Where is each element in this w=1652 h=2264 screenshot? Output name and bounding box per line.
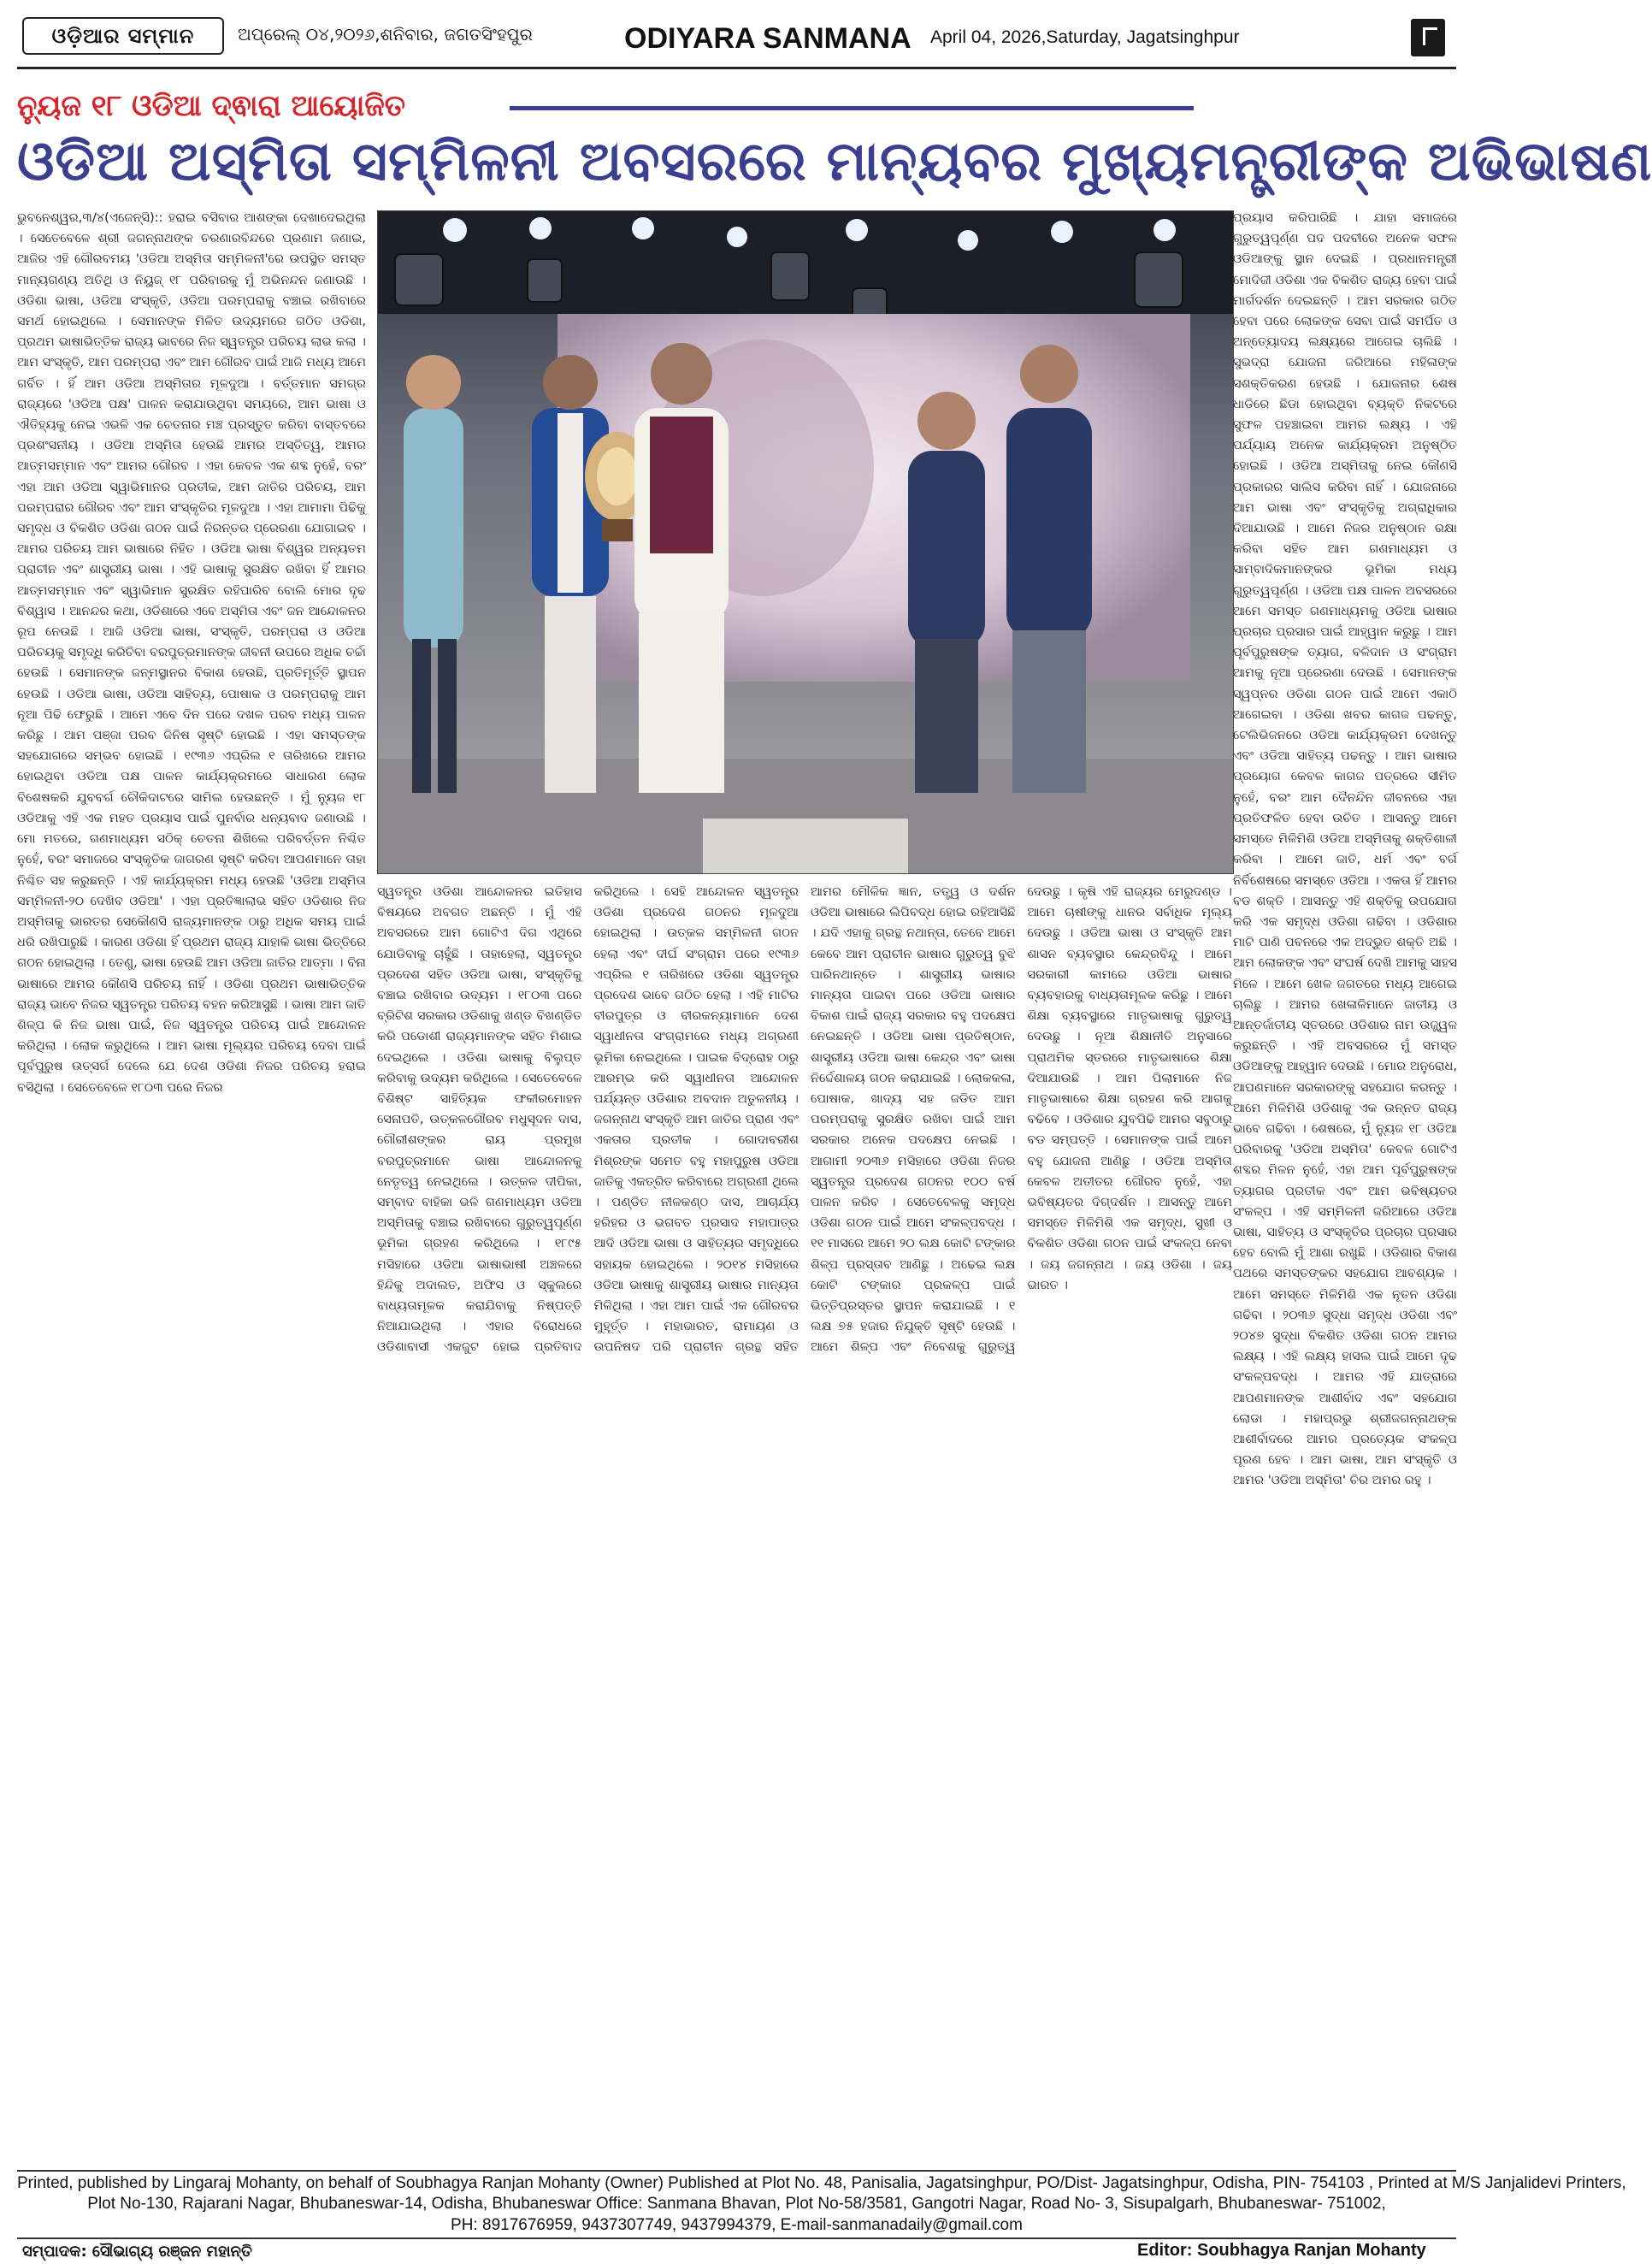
article-column-5: ପ୍ରୟାସ କରିପାରିଛି । ଯାହା ସମାଜରେ ଗୁରୁତ୍ୱପୂର୍ଣ୍ଣ ପଦ ପଦବୀରେ ଅନେକ ସଫଳ ଓଡିଆଙ୍କୁ ସ୍ଥାନ ଦେଇଛି । ପ୍ରଧାନମନ୍ତ୍ରୀ ମୋଦିଜୀ ଓଡିଶା ଏକ ବିକଶିତ ରାଜ୍ୟ ହେବା ପାଇଁ ମାର୍ଗଦର୍ଶନ ଦେଇଛନ୍ତି । ଆମ ସରକାର ଗଠିତ ହେବା ପରେ ଲୋକଙ୍କ ସେବା ପାଇଁ ସମର୍ପିତ ଓ ଅନ୍ତ୍ୟୋଦୟ ଲକ୍ଷ୍ୟରେ ଆଗେଇ ଚାଲିଛି । ସୁଭଦ୍ରା ଯୋଜନା ଜରିଆରେ ମହିଳାଙ୍କ ସଶକ୍ତିକରଣ ହେଉଛି । ଯୋଜନାର ଶେଷ ଧାଡିରେ ଛିଡା ହୋଇଥିବା ବ୍ୟକ୍ତି ନିକଟରେ ସୁଫଳ ପହଞ୍ଚାଇବା ଆମର ଲକ୍ଷ୍ୟ । ଏହି ପର୍ଯ୍ୟାୟ ଅନେକ କାର୍ଯ୍ୟକ୍ରମ ଅନୁଷ୍ଠିତ ହୋଇଛି । ଓଡିଆ ଅସ୍ମିତାକୁ ନେଇ କୌଣସି ପ୍ରକାରର ସାଲିସ କରିବା ନାହିଁ । ଯୋଜନାରେ ଆମ ଭାଷା ଏବଂ ସଂସ୍କୃତିକୁ ଅଗ୍ରାଧିକାର ଦିଆଯାଉଛି । ଆମେ ନିଜର ଅନୁଷ୍ଠାନ ରକ୍ଷା କରିବା ସହିତ ଆମ ଗଣମାଧ୍ୟମ ଓ ସାମ୍ବାଦିକମାନଙ୍କର ଭୂମିକା ମଧ୍ୟ ଗୁରୁତ୍ୱପୂର୍ଣ୍ଣ । ଓଡିଆ ପକ୍ଷ ପାଳନ ଅବସରରେ ଆମେ ସମସ୍ତ ଗଣମାଧ୍ୟମକୁ ଓଡିଆ ଭାଷାର ପ୍ରଚାର ପ୍ରସାର ପାଇଁ ଆହ୍ୱାନ କରୁଛୁ । ଆମ ପୂର୍ବପୁରୁଷଙ୍କ ତ୍ୟାଗ, ବଳିଦାନ ଓ ସଂଗ୍ରାମ ଆମକୁ ନୂଆ ପ୍ରେରଣା ଦେଉଛି । ସେମାନଙ୍କ ସ୍ୱପ୍ନର ଓଡିଶା ଗଠନ ପାଇଁ ଆମେ ଏକାଠି ଆଗେଇବା । ଓଡିଶା ଖବର କାଗଜ ପଢନ୍ତୁ, ଟେଲିଭିଜନରେ ଓଡିଆ କାର୍ଯ୍ୟକ୍ରମ ଦେଖନ୍ତୁ ଏବଂ ଓଡିଆ ସାହିତ୍ୟ ପଢନ୍ତୁ । ଆମ ଭାଷାର ପ୍ରୟୋଗ କେବଳ କାଗଜ ପତ୍ରରେ ସୀମିତ ନୁହେଁ, ବରଂ ଆମ ଦୈନନ୍ଦିନ ଜୀବନରେ ଏହା ପ୍ରତିଫଳିତ ହେବା ଉଚିତ । ଆସନ୍ତୁ ଆମେ ସମସ୍ତେ ମିଳିମିଶି ଓଡିଆ ଅସ୍ମିତାକୁ ଶକ୍ତିଶାଳୀ କରିବା । ଆମେ ଜାତି, ଧର୍ମ ଏବଂ ବର୍ଗ ନିର୍ବିଶେଷରେ ସମସ୍ତେ ଓଡିଆ । ଏକତା ହିଁ ଆମର ବଡ ଶକ୍ତି । ଆସନ୍ତୁ ଏହି ଶକ୍ତିକୁ ଉପଯୋଗ କରି ଏକ ସମୃଦ୍ଧ ଓଡିଶା ଗଢିବା । ଓଡିଶାର ମାଟି ପାଣି ପବନରେ ଏକ ଅଦ୍ଭୁତ ଶକ୍ତି ଅଛି । ଆମ ଲୋକଙ୍କ ଏବଂ ସଂଘର୍ଷ ଦେଖି ଆମକୁ ସାହସ ମିଳେ । ଆମେ ଖେଳ ଜଗତରେ ମଧ୍ୟ ଆଗେଇ ଚାଲିଛୁ । ଆମର ଖେଳାଳିମାନେ ଜାତୀୟ ଓ ଆନ୍ତର୍ଜାତୀୟ ସ୍ତରରେ ଓଡିଶାର ନାମ ଉଜ୍ଜ୍ୱଳ କରୁଛନ୍ତି । ଏହି ଅବସରରେ ମୁଁ ସମସ୍ତ ଓଡିଆଙ୍କୁ ଆହ୍ୱାନ ଦେଉଛି । ମୋର ଅନୁରୋଧ, ଆପଣମାନେ ସରକାରଙ୍କୁ ସହଯୋଗ କରନ୍ତୁ । ଆମେ ମିଳିମିଶି ଓଡିଶାକୁ ଏକ ଉନ୍ନତ ରାଜ୍ୟ ଭାବେ ଗଢିବା । ଶେଷରେ, ମୁଁ ନ୍ୟୁଜ ୧୮ ଓଡିଆ ପରିବାରକୁ 'ଓଡିଆ ଅସ୍ମିତା' କେବଳ ଗୋଟିଏ ଶବ୍ଦର ମିଳନ ନୁହେଁ, ଏହା ଆମ ପୂର୍ବପୁରୁଷଙ୍କ ତ୍ୟାଗର ପ୍ରତୀକ ଏବଂ ଆମ ଭବିଷ୍ୟତର ସଂକଳ୍ପ । ଏହି ସମ୍ମିଳନୀ ଜରିଆରେ ଓଡିଆ ଭାଷା, ସାହିତ୍ୟ ଓ ସଂସ୍କୃତିର ପ୍ରଚାର ପ୍ରସାର ହେବ ବୋଲି ମୁଁ ଆଶା ରଖୁଛି । ଓଡିଶାର ବିକାଶ ପଥରେ ସମସ୍ତଙ୍କର ସହଯୋଗ ଆବଶ୍ୟକ । ଆମେ ସମସ୍ତେ ମିଳିମିଶି ଏକ ନୂତନ ଓଡିଶା ଗଢିବା । ୨୦୩୬ ସୁଦ୍ଧା ସମୃଦ୍ଧ ଓଡିଶା ଏବଂ ୨୦୪୭ ସୁଦ୍ଧା ବିକଶିତ ଓଡିଶା ଗଠନ ଆମର ଲକ୍ଷ୍ୟ । ଏହି ଲକ୍ଷ୍ୟ ହାସଲ ପାଇଁ ଆମେ ଦୃଢ ସଂକଳ୍ପବଦ୍ଧ । ଆମର ଏହି ଯାତ୍ରାରେ ଆପଣମାନଙ୍କ ଆଶୀର୍ବାଦ ଏବଂ ସହଯୋଗ ଲୋଡା । ମହାପ୍ରଭୁ ଶ୍ରୀଜଗନ୍ନାଥଙ୍କ ଆଶୀର୍ବାଦରେ ଆମର ପ୍ରତ୍ୟେକ ସଂକଳ୍ପ ପୂରଣ ହେବ । ଆମ ଭାଷା, ଆମ ସଂସ୍କୃତି ଓ ଆମର 'ଓଡିଆ ଅସ୍ମିତା' ଚିର ଅମର ରହୁ । xyxy=(1233,210,1457,1488)
page-corner-icon xyxy=(1411,19,1445,56)
masthead-paper-name: ODIYARA SANMANA xyxy=(624,22,912,55)
masthead-logo: ଓଡ଼ିଆର ସମ୍ମାନ xyxy=(22,17,224,55)
article-headline: ଓଡିଆ ଅସ୍ମିତା ସମ୍ମିଳନୀ ଅବସରରେ ମାନ୍ୟବର ମୁଖ୍ୟମନ୍ତ୍ରୀଙ୍କ ଅଭିଭାଷଣ xyxy=(17,130,1652,192)
footer-divider-top xyxy=(17,2170,1456,2172)
imprint-line-3: PH: 8917676959, 9437307749, 9437994379, E-mail-sanmanadaily@gmail.com xyxy=(451,2216,1023,2234)
article-column-2-4: ସ୍ୱତନ୍ତ୍ର ଓଡିଶା ଆନ୍ଦୋଳନର ଇତିହାସ ବିଷୟରେ ଅବଗତ ଅଛନ୍ତି । ମୁଁ ଏହି ଅବସରରେ ଆମ ଗୋଟିଏ ଦିଗ ଏଥିରେ ଯୋଡିବାକୁ ଚାହୁଁଛି । ତାହାହେଲା, ସ୍ୱତନ୍ତ୍ର ପ୍ରଦେଶ ସହିତ ଓଡିଆ ଭାଷା, ସଂସ୍କୃତିକୁ ବଞ୍ଚାଇ ରଖିବାର ଉଦ୍ୟମ । ୧୮୦୩ ପରେ ବ୍ରିଟିଶ ସରକାର ଓଡିଶାକୁ ଖଣ୍ଡ ବିଖଣ୍ଡିତ କରି ପଡୋଶୀ ରାଜ୍ୟମାନଙ୍କ ସହିତ ମିଶାଇ ଦେଇଥିଲେ । ଓଡିଶା ଭାଷାକୁ ବିଲୁପ୍ତ କରିବାକୁ ଉଦ୍ୟମ କରିଥିଲେ । ସେତେବେଳେ ବିଶିଷ୍ଟ ସାହିତ୍ୟିକ ଫକୀରମୋହନ ସେନାପତି, ଉତ୍କଳଗୌରବ ମଧୁସୂଦନ ଦାସ, ଗୌରୀଶଙ୍କର ରାୟ ପ୍ରମୁଖ ବରପୁତ୍ରମାନେ ଭାଷା ଆନ୍ଦୋଳନକୁ ନେତୃତ୍ୱ ନେଇଥିଲେ । ଉତ୍କଳ ଦୀପିକା, ସମ୍ବାଦ ବାହିକା ଭଳି ଗଣମାଧ୍ୟମ ଓଡିଆ ଅସ୍ମିତାକୁ ବଞ୍ଚାଇ ରଖିବାରେ ଗୁରୁତ୍ୱପୂର୍ଣ୍ଣ ଭୂମିକା ଗ୍ରହଣ କରିଥିଲେ । ୧୮୯୫ ମସିହାରେ ଓଡିଆ ଭାଷାଭାଷୀ ଅଞ୍ଚଳରେ ହିନ୍ଦିକୁ ଅଦାଲତ, ଅଫିସ ଓ ସ୍କୁଲରେ ବାଧ୍ୟତାମୂଳକ କରାଯିବାକୁ ନିଷ୍ପତ୍ତି ନିଆଯାଇଥିଲା । ଏହାର ବିରୋଧରେ ଓଡିଶାବାସୀ ଏକଜୁଟ ହୋଇ ପ୍ରତିବାଦ କରିଥିଲେ । ସେହି ଆନ୍ଦୋଳନ ସ୍ୱତନ୍ତ୍ର ଓଡିଶା ପ୍ରଦେଶ ଗଠନର ମୂଳଦୁଆ ହୋଇଥିଲା । ଉତ୍କଳ ସମ୍ମିଳନୀ ଗଠନ ହେଲା ଏବଂ ଦୀର୍ଘ ସଂଗ୍ରାମ ପରେ ୧୯୩୬ ଏପ୍ରିଲ ୧ ତାରିଖରେ ଓଡିଶା ସ୍ୱତନ୍ତ୍ର ପ୍ରଦେଶ ଭାବେ ଗଠିତ ହେଲା । ଏହି ମାଟିର ବୀରପୁତ୍ର ଓ ବୀରକନ୍ୟାମାନେ ଦେଶ ସ୍ୱାଧୀନତା ସଂଗ୍ରାମରେ ମଧ୍ୟ ଅଗ୍ରଣୀ ଭୂମିକା ନେଇଥିଲେ । ପାଇକ ବିଦ୍ରୋହ ଠାରୁ ଆରମ୍ଭ କରି ସ୍ୱାଧୀନତା ଆନ୍ଦୋଳନ ପର୍ଯ୍ୟନ୍ତ ଓଡିଶାର ଅବଦାନ ଅତୁଳନୀୟ । ଜଗନ୍ନାଥ ସଂସ୍କୃତି ଆମ ଜାତିର ପ୍ରାଣ ଏବଂ ଏକତାର ପ୍ରତୀକ । ଗୋଦାବରୀଶ ମିଶ୍ରଙ୍କ ସମେତ ବହୁ ମହାପୁରୁଷ ଓଡିଆ ଜାତିକୁ ଏକତ୍ରିତ କରିବାରେ ଅଗ୍ରଣୀ ଥିଲେ । ପଣ୍ଡିତ ନୀଳକଣ୍ଠ ଦାସ, ଆଚାର୍ଯ୍ୟ ହରିହର ଓ ଭଗବତ ପ୍ରସାଦ ମହାପାତ୍ର ଆଦି ଓଡିଆ ଭାଷା ଓ ସାହିତ୍ୟର ସମୃଦ୍ଧିରେ ସହାୟକ ହୋଇଥିଲେ । ୨୦୧୪ ମସିହାରେ ଓଡିଆ ଭାଷାକୁ ଶାସ୍ତ୍ରୀୟ ଭାଷାର ମାନ୍ୟତା ମିଳିଥିଲା । ଏହା ଆମ ପାଇଁ ଏକ ଗୌରବର ମୁହୂର୍ତ୍ତ । ମହାଭାରତ, ରାମାୟଣ ଓ ଉପନିଷଦ ପରି ପ୍ରାଚୀନ ଗ୍ରନ୍ଥ ସହିତ ଆମର ମୌଳିକ ଜ୍ଞାନ, ତତ୍ତ୍ୱ ଓ ଦର୍ଶନ ଓଡିଆ ଭାଷାରେ ଲିପିବଦ୍ଧ ହୋଇ ରହିଆସିଛି । ଯଦି ଏହାକୁ ଗ୍ରନ୍ଥ ନଥାନ୍ତା, ତେବେ ଆମେ କେବେ ଆମ ପ୍ରାଚୀନ ଭାଷାର ଗୁରୁତ୍ୱ ବୁଝି ପାରିନଥାନ୍ତେ । ଶାସ୍ତ୍ରୀୟ ଭାଷାର ମାନ୍ୟତା ପାଇବା ପରେ ଓଡିଆ ଭାଷାର ବିକାଶ ପାଇଁ ରାଜ୍ୟ ସରକାର ବହୁ ପଦକ୍ଷେପ ନେଇଛନ୍ତି । ଓଡିଆ ଭାଷା ପ୍ରତିଷ୍ଠାନ, ଶାସ୍ତ୍ରୀୟ ଓଡିଆ ଭାଷା କେନ୍ଦ୍ର ଏବଂ ଭାଷା ନିର୍ଦ୍ଦେଶାଳୟ ଗଠନ କରାଯାଇଛି । ଲୋକକଳା, ପୋଷାକ, ଖାଦ୍ୟ ସହ ଜଡିତ ଆମ ପରମ୍ପରାକୁ ସୁରକ୍ଷିତ ରଖିବା ପାଇଁ ଆମ ସରକାର ଅନେକ ପଦକ୍ଷେପ ନେଇଛି । ଆଗାମୀ ୨୦୩୬ ମସିହାରେ ଓଡିଶା ନିଜର ସ୍ୱତନ୍ତ୍ର ପ୍ରଦେଶ ଗଠନର ୧୦୦ ବର୍ଷ ପାଳନ କରିବ । ସେତେବେଳକୁ ସମୃଦ୍ଧ ଓଡିଶା ଗଠନ ପାଇଁ ଆମେ ସଂକଳ୍ପବଦ୍ଧ । ୧୧ ମାସରେ ଆମେ ୨୦ ଲକ୍ଷ କୋଟି ଟଙ୍କାର ଶିଳ୍ପ ପ୍ରସ୍ତାବ ଆଣିଛୁ । ଅଢେଇ ଲକ୍ଷ କୋଟି ଟଙ୍କାର ପ୍ରକଳ୍ପ ପାଇଁ ଭିତ୍ତିପ୍ରସ୍ତର ସ୍ଥାପନ କରାଯାଇଛି । ୧ ଲକ୍ଷ ୭୫ ହଜାର ନିଯୁକ୍ତି ସୃଷ୍ଟି ହେଉଛି । ଆମେ ଶିଳ୍ପ ଏବଂ ନିବେଶକୁ ଗୁରୁତ୍ୱ ଦେଉଛୁ । କୃଷି ଏହି ରାଜ୍ୟର ମେରୁଦଣ୍ଡ । ଆମେ ଚାଷୀଙ୍କୁ ଧାନର ସର୍ବାଧିକ ମୂଲ୍ୟ ଦେଉଛୁ । ଓଡିଆ ଭାଷା ଓ ସଂସ୍କୃତି ଆମ ଶାସନ ବ୍ୟବସ୍ଥାର କେନ୍ଦ୍ରବିନ୍ଦୁ । ଆମେ ସରକାରୀ କାମରେ ଓଡିଆ ଭାଷାର ବ୍ୟବହାରକୁ ବାଧ୍ୟତାମୂଳକ କରିଛୁ । ଆମେ ଶିକ୍ଷା ବ୍ୟବସ୍ଥାରେ ମାତୃଭାଷାକୁ ଗୁରୁତ୍ୱ ଦେଉଛୁ । ନୂଆ ଶିକ୍ଷାନୀତି ଅନୁସାରେ ପ୍ରାଥମିକ ସ୍ତରରେ ମାତୃଭାଷାରେ ଶିକ୍ଷା ଦିଆଯାଉଛି । ଆମ ପିଲାମାନେ ନିଜ ମାତୃଭାଷାରେ ଶିକ୍ଷା ଗ୍ରହଣ କରି ଆଗକୁ ବଢିବେ । ଓଡିଶାର ଯୁବପିଢି ଆମର ସବୁଠାରୁ ବଡ ସମ୍ପତ୍ତି । ସେମାନଙ୍କ ପାଇଁ ଆମେ ବହୁ ଯୋଜନା ଆଣିଛୁ । ଓଡିଆ ଅସ୍ମିତା କେବଳ ଅତୀତର ଗୌରବ ନୁହେଁ, ଏହା ଭବିଷ୍ୟତର ଦିଗ୍‌ଦର୍ଶନ । ଆସନ୍ତୁ ଆମେ ସମସ୍ତେ ମିଳିମିଶି ଏକ ସମୃଦ୍ଧ, ସୁଖୀ ଓ ବିକଶିତ ଓଡିଶା ଗଠନ ପାଇଁ ସଂକଳ୍ପ ନେବା । ଜୟ ଜଗନ୍ନାଥ । ଜୟ ଓଡିଶା । ଜୟ ଭାରତ । xyxy=(377,884,1232,1355)
article-kicker: ନ୍ୟୁଜ ୧୮ ଓଡିଆ ଦ୍ଵାରା ଆୟୋଜିତ xyxy=(17,89,405,123)
editor-credit-odia: ସମ୍ପାଦକ: ସୌଭାଗ୍ୟ ରଞ୍ଜନ ମହାନ୍ତି xyxy=(22,2243,252,2261)
imprint-line-2: Plot No-130, Rajarani Nagar, Bhubaneswar-14, Odisha, Bhubaneswar Office: Sanmana Bhavan, Plot No-58/3581, Gangotri Nagar, Road No- 3, Sisupalgarh, Bhubaneswar- 751002, xyxy=(87,2195,1386,2213)
imprint-line-1: Printed, published by Lingaraj Mohanty, on behalf of Soubhagya Ranjan Mohanty (Owner) Published at Plot No. 48, Panisalia, Jagatsinghpur, PO/Dist- Jagatsinghpur, Odisha, PIN- 754103 , Printed at M/S Janjalidevi Printers, xyxy=(17,2174,1626,2192)
footer-divider-bottom xyxy=(17,2237,1456,2239)
kicker-rule xyxy=(510,106,1194,110)
header-divider xyxy=(17,67,1456,69)
editor-credit-english: Editor: Soubhagya Ranjan Mohanty xyxy=(1137,2241,1426,2260)
masthead-date-english: April 04, 2026,Saturday, Jagatsinghpur xyxy=(930,27,1240,47)
event-photo xyxy=(377,210,1234,874)
stage-award-photo-icon xyxy=(378,211,1233,873)
article-column-1: ଭୁବନେଶ୍ୱର,୩/୪(ଏଜେନ୍ସି):: ହରାଇ ବସିବାର ଆଶଙ୍କା ଦେଖାଦେଇଥିଲା । ସେତେବେଳେ ଶ୍ରୀ ଜଗନ୍ନାଥଙ୍କ ଚରଣାରବିନ୍ଦରେ ପ୍ରଣାମ ଜଣାଇ, ଆଜିର ଏହି ଗୌରବମୟ 'ଓଡିଆ ଅସ୍ମିତା ସମ୍ମିଳନୀ'ରେ ଉପସ୍ଥିତ ସମସ୍ତ ମାନ୍ୟଗଣ୍ୟ ଅତିଥି ଓ ନିୟୁଜ୍ ୧୮ ପରିବାରକୁ ମୁଁ ଅଭିନନ୍ଦନ ଜଣାଉଛି । ଓଡିଶା ଭାଷା, ଓଡିଆ ସଂସ୍କୃତି, ଓଡିଆ ପରମ୍ପରାକୁ ବଞ୍ଚାଇ ରଖିବାରେ ସମର୍ଥ ହୋଇଥିଲେ । ସେମାନଙ୍କ ମିଳିତ ଉଦ୍ୟମରେ ଗଠିତ ଓଡିଶା, ପ୍ରଥମ ଭାଷାଭିତ୍ତିକ ରାଜ୍ୟ ଭାବରେ ନିଜ ସ୍ୱତନ୍ତ୍ର ପରିଚୟ ଲାଭ କଲା । ଆମ ସଂସ୍କୃତି, ଆମ ପରମ୍ପରା ଏବଂ ଆମ ଗୌରବ ପାଇଁ ଆଜି ମଧ୍ୟ ଆମେ ଗର୍ବିତ । ହିଁ ଆମ ଓଡିଆ ଅସ୍ମିତାର ମୂଳଦୁଆ । ବର୍ତ୍ତମାନ ସମଗ୍ର ରାଜ୍ୟରେ 'ଓଡିଆ ପକ୍ଷ' ପାଳନ କରାଯାଉଥିବା ସମୟରେ, ଆମ ଭାଷା ଓ ଐତିହ୍ୟକୁ ନେଇ ଏଭଳି ଏକ ଚେତନାର ମଞ୍ଚ ପ୍ରସ୍ତୁତ କରିବା ବାସ୍ତବରେ ପ୍ରଶଂସନୀୟ । ଓଡିଆ ଅସ୍ମିତା ହେଉଛି ଆମର ଅସ୍ତିତ୍ୱ, ଆମର ଆତ୍ମସମ୍ମାନ ଏବଂ ଆମର ଗୌରବ । ଏହା କେବଳ ଏକ ଶବ୍ଦ ନୁହେଁ, ବରଂ ଏହା ଆମ ଓଡିଆ ସ୍ୱାଭିମାନର ପ୍ରତୀକ, ଆମ ଜାତିର ପରିଚୟ, ଆମ ପରମ୍ପରାର ଗୌରବ ଏବଂ ଆମ ସଂସ୍କୃତିର ମୂଳଦୁଆ । ଏହା ଆମାମା ପିଢିକୁ ସମୃଦ୍ଧ ଓ ବିକଶିତ ଓଡିଶା ଗଠନ ପାଇଁ ନିରନ୍ତର ପ୍ରେରଣା ଯୋଗାଇବ । ଆମର ପରିଚୟ ଆମ ଭାଷାରେ ନିହିତ । ଓଡିଆ ଭାଷା ବିଶ୍ୱର ଅନ୍ୟତମ ପ୍ରାଚୀନ ଏବଂ ଶାସ୍ତ୍ରୀୟ ଭାଷା । ଏହି ଭାଷାକୁ ସୁରକ୍ଷିତ ରଖିବା ହିଁ ଆମର ଆତ୍ମସମ୍ମାନ ଏବଂ ସ୍ୱାଭିମାନ ସୁରକ୍ଷିତ ରହିପାରିବ ବୋଲି ମୋର ଦୃଢ ବିଶ୍ୱାସ । ଆନନ୍ଦର କଥା, ଓଡିଶାରେ ଏବେ ଅସ୍ମିତା ଏବଂ ଜନ ଆନ୍ଦୋଳନର ରୂପ ନେଉଛି । ଆଜି ଓଡିଆ ଭାଷା, ସଂସ୍କୃତି, ପରମ୍ପରା ଓ ଓଡିଆ ପରିଚୟକୁ ସମୃଦ୍ଧି କରିଚିବା ବରପୁତ୍ରମାନଙ୍କ ଜୀବନୀ ଉପରେ ଅଧିକ ଚର୍ଚ୍ଚା ହେଉଛି । ସେମାନଙ୍କ ଜନ୍ମସ୍ଥାନର ବିକାଶ ହେଉଛି, ପ୍ରତିମୂର୍ତ୍ତି ସ୍ଥାପନ ହେଉଛି । ଓଡିଆ ଭାଷା, ଓଡିଆ ସାହିତ୍ୟ, ପୋଷାକ ଓ ପରମ୍ପରାକୁ ଆମ ନୂଆ ପିଢି ଫେରୁଛି । ଆମେ ଏବେ ଦିନ ପରେ ଦଖଳ ପରବ ମଧ୍ୟ ପାଳନ କରିଛୁ । ଆମ ପଞ୍ଜା ପରବ ଜିନିଷ ସୃଷ୍ଟି ହୋଇଛି । ଏହା ସମସ୍ତଙ୍କ ସହଯୋଗରେ ସମ୍ଭବ ହୋଇଛି । ୧୯୩୬ ଏପ୍ରିଲ ୧ ତାରିଖରେ ଆମର ହୋଇଥିବା ଓଡିଆ ପକ୍ଷ ପାଳନ କାର୍ଯ୍ୟକ୍ରମରେ ସାଧାରଣ ଲୋକ ବିଶେଷକରି ଯୁବବର୍ଗ ଚୌକିଦାଟରେ ସାମିଲ ହେଉଛନ୍ତି । ମୁଁ ନ୍ୟୁଜ ୧୮ ଓଡିଆକୁ ଏହି ଏକ ମହତ ପ୍ରୟାସ ପାଇଁ ପୁନର୍ବାର ଧନ୍ୟବାଦ ଜଣାଉଛି । ମୋ ମତରେ, ଗଣମାଧ୍ୟମ ସଠିକ୍ ଚେତନା ଶିଖିଲେ ପରିବର୍ତ୍ତନ ନିଶ୍ଚିତ ନୁହେଁ, ବରଂ ସମାଜରେ ସଂସ୍କୃତିକ ଜାଗରଣ ସୃଷ୍ଟି କରିବା ଆପଣମାନେ ତାହା ନିଶ୍ଚିତ ସହ କରୁଛନ୍ତି । ଏହି କାର୍ଯ୍ୟକ୍ରମ ମଧ୍ୟ ହେଉଛି 'ଓଡିଆ ଅସ୍ମିତା ସମ୍ମିଳନୀ-୨୦ ଦେଖିବ ଓଡିଆ' । ଏହା ପ୍ରତିଜ୍ଞାଲାଭ ସହିତ ଓଡିଶାର ନିଜ ଅସ୍ମିତାକୁ ଭାରତର ସେକୌଣସି ରାଜ୍ୟମାନଙ୍କ ଠାରୁ ଅଧିକ ସମୟ ପାଇଁ ଧରି ରଖିପାରୁଛି । କାରଣ ଓଡିଶା ହିଁ ପ୍ରଥମ ରାଜ୍ୟ ଯାହାକି ଭାଷା ଭିତ୍ତିରେ ଗଠନ ହୋଇଥିଲା । ତେଣୁ, ଭାଷା ହେଉଛି ଆମ ଓଡିଆ ଜାତିର ଆତ୍ମା । ବିନା ଭାଷାରେ ଆମର କୌଣସି ପରିଚୟ ନାହିଁ । ଓଡିଶା ପ୍ରଥମ ଭାଷାଭିତ୍ତିକ ରାଜ୍ୟ ଭାବେ ନିଜର ସ୍ୱତନ୍ତ୍ର ପରିଚୟ ବହନ କରିଆସୁଛି । ଭାଷା ଆମ ଜାତି ଶିଳ୍ପ କି ନିଜ ଭାଷା ପାଇଁ, ନିଜ ସ୍ୱତନ୍ତ୍ର ପରିଚୟ ପାଇଁ ଆନ୍ଦୋଳନ କରିଥିଲା । ଲୋକ କରୁଥିଲେ । ଆମ ଭାଷା ମୂଲ୍ୟର ପରିଚୟ ଦେବା ପାଇଁ ପୂର୍ବପୁରୁଷ ଉତ୍ସର୍ଗ ଦେଲେ ଯେ ଦେଶ ଓଡିଶା ନିଜର ପରିଚୟ ହରାଇ ବସିଥିଲା । ସେତେବେଳେ ୧୮୦୩ ପରେ ନିଜର xyxy=(17,210,366,1095)
masthead-date-odia: ଅପ୍ରେଲ୍ ୦୪,୨୦୨୬,ଶନିବାର, ଜଗତସିଂହପୁର xyxy=(238,24,533,44)
